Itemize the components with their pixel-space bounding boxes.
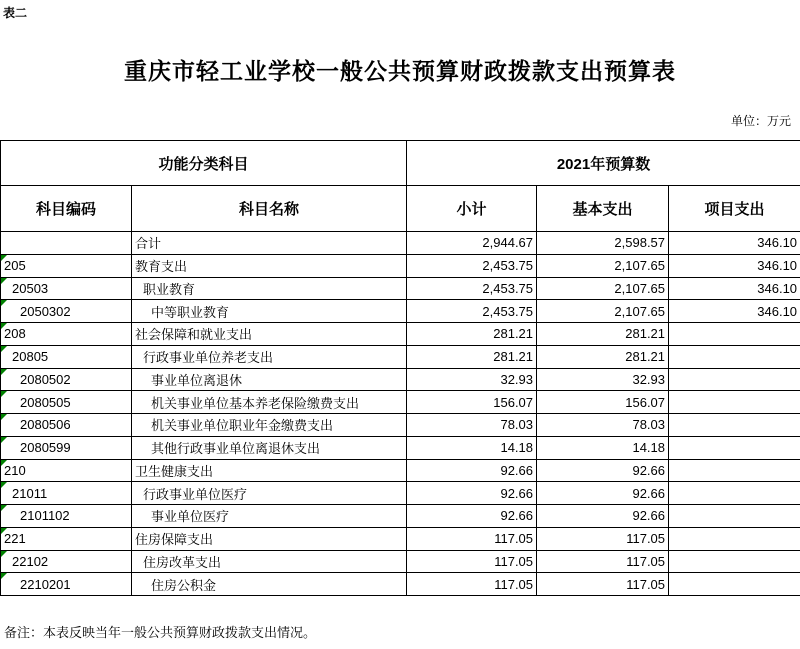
subject-code: 221 (4, 531, 26, 547)
table-row (1, 459, 800, 482)
basic-expenditure-cell: 2,107.65 (537, 277, 669, 300)
header-column-row (1, 186, 800, 232)
basic-expenditure-cell: 78.03 (537, 414, 669, 437)
column-header-subject-name: 科目名称 (132, 186, 407, 232)
error-flag-triangle-icon (1, 323, 7, 329)
subject-code-cell (1, 277, 132, 300)
basic-expenditure-cell: 117.05 (537, 550, 669, 573)
subject-name-cell (132, 482, 407, 505)
basic-expenditure-cell: 32.93 (537, 368, 669, 391)
header-functional-classification: 功能分类科目 (1, 141, 407, 186)
subject-name-cell (132, 573, 407, 596)
subject-name: 机关事业单位基本养老保险缴费支出 (151, 395, 360, 411)
table-row (1, 323, 800, 346)
error-flag-triangle-icon (1, 551, 7, 557)
error-flag-triangle-icon (1, 528, 7, 534)
subtotal-cell: 2,453.75 (407, 254, 537, 277)
subject-name: 其他行政事业单位离退休支出 (151, 441, 321, 457)
subject-code-cell (1, 323, 132, 346)
basic-expenditure-cell: 92.66 (537, 505, 669, 528)
project-expenditure-cell (669, 550, 800, 573)
subject-code: 2080505 (20, 394, 71, 410)
budget-table-body (1, 232, 800, 596)
project-expenditure-cell: 346.10 (669, 232, 800, 255)
subject-code-cell (1, 482, 132, 505)
project-expenditure-cell (669, 414, 800, 437)
basic-expenditure-cell: 14.18 (537, 436, 669, 459)
subject-name-cell (132, 277, 407, 300)
project-expenditure-cell (669, 436, 800, 459)
project-expenditure-cell (669, 323, 800, 346)
subject-code-cell (1, 345, 132, 368)
error-flag-triangle-icon (1, 255, 7, 261)
error-flag-triangle-icon (1, 573, 7, 579)
subject-name: 社会保障和就业支出 (135, 327, 253, 343)
subject-name: 职业教育 (143, 281, 196, 297)
column-header-basic-expenditure: 基本支出 (537, 186, 669, 232)
table-row (1, 232, 800, 255)
subject-name: 卫生健康支出 (135, 463, 214, 479)
column-header-subtotal: 小计 (407, 186, 537, 232)
error-flag-triangle-icon (1, 300, 7, 306)
subject-name-cell (132, 368, 407, 391)
column-header-subject-code: 科目编码 (1, 186, 132, 232)
project-expenditure-cell (669, 391, 800, 414)
basic-expenditure-cell: 92.66 (537, 459, 669, 482)
table-row (1, 345, 800, 368)
project-expenditure-cell (669, 505, 800, 528)
subject-name: 住房公积金 (151, 577, 217, 593)
subtotal-cell: 14.18 (407, 436, 537, 459)
subject-name: 合计 (135, 236, 162, 252)
corner-label: 表二 (3, 6, 28, 20)
subtotal-cell: 78.03 (407, 414, 537, 437)
project-expenditure-cell: 346.10 (669, 277, 800, 300)
subject-name: 行政事业单位医疗 (143, 486, 248, 502)
subject-name: 行政事业单位养老支出 (143, 350, 274, 366)
subject-name-cell (132, 345, 407, 368)
subject-code: 2080599 (20, 440, 71, 456)
table-row (1, 300, 800, 323)
basic-expenditure-cell: 156.07 (537, 391, 669, 414)
subject-name-cell (132, 414, 407, 437)
table-row (1, 254, 800, 277)
table-row (1, 277, 800, 300)
subject-name-cell (132, 459, 407, 482)
project-expenditure-cell (669, 573, 800, 596)
subject-code-cell (1, 459, 132, 482)
table-row (1, 573, 800, 596)
subtotal-cell: 117.05 (407, 550, 537, 573)
subject-code: 2210201 (20, 576, 71, 592)
page-title: 重庆市轻工业学校一般公共预算财政拨款支出预算表 (124, 58, 676, 84)
subject-code-cell (1, 254, 132, 277)
subject-name: 教育支出 (135, 259, 188, 275)
project-expenditure-cell (669, 368, 800, 391)
subject-code: 205 (4, 258, 26, 274)
table-row (1, 368, 800, 391)
subject-name: 机关事业单位职业年金缴费支出 (151, 418, 334, 434)
subject-name-cell (132, 323, 407, 346)
error-flag-triangle-icon (1, 414, 7, 420)
project-expenditure-cell (669, 459, 800, 482)
subject-name-cell (132, 232, 407, 255)
subject-name-cell (132, 527, 407, 550)
subject-code: 208 (4, 326, 26, 342)
subject-code-cell (1, 527, 132, 550)
project-expenditure-cell (669, 345, 800, 368)
project-expenditure-cell: 346.10 (669, 254, 800, 277)
subject-code-cell (1, 368, 132, 391)
error-flag-triangle-icon (1, 391, 7, 397)
basic-expenditure-cell: 2,598.57 (537, 232, 669, 255)
basic-expenditure-cell: 281.21 (537, 345, 669, 368)
table-row (1, 527, 800, 550)
basic-expenditure-cell: 2,107.65 (537, 300, 669, 323)
error-flag-triangle-icon (1, 369, 7, 375)
subject-name: 事业单位离退休 (151, 372, 243, 388)
basic-expenditure-cell: 117.05 (537, 573, 669, 596)
basic-expenditure-cell: 2,107.65 (537, 254, 669, 277)
subject-code-cell (1, 391, 132, 414)
subject-code: 21011 (12, 485, 48, 501)
basic-expenditure-cell: 281.21 (537, 323, 669, 346)
subject-name: 住房保障支出 (135, 532, 214, 548)
budget-table (0, 140, 800, 596)
subject-code: 20503 (12, 280, 49, 296)
subject-code: 20805 (12, 349, 49, 365)
error-flag-triangle-icon (1, 278, 7, 284)
subject-code: 210 (4, 462, 26, 478)
subject-name: 事业单位医疗 (151, 509, 230, 525)
subject-name-cell (132, 391, 407, 414)
project-expenditure-cell (669, 482, 800, 505)
subtotal-cell: 117.05 (407, 573, 537, 596)
subject-name-cell (132, 300, 407, 323)
subject-name: 住房改革支出 (143, 554, 222, 570)
subtotal-cell: 92.66 (407, 459, 537, 482)
table-row (1, 436, 800, 459)
subject-code: 2101102 (20, 508, 70, 524)
project-expenditure-cell (669, 527, 800, 550)
error-flag-triangle-icon (1, 437, 7, 443)
subtotal-cell: 92.66 (407, 482, 537, 505)
subject-name-cell (132, 550, 407, 573)
subtotal-cell: 2,453.75 (407, 300, 537, 323)
subject-code-cell (1, 300, 132, 323)
subject-name-cell (132, 505, 407, 528)
header-group-row (1, 141, 800, 186)
basic-expenditure-cell: 92.66 (537, 482, 669, 505)
error-flag-triangle-icon (1, 460, 7, 466)
subtotal-cell: 32.93 (407, 368, 537, 391)
table-row (1, 414, 800, 437)
unit-label: 单位：万元 (730, 114, 791, 128)
table-row (1, 391, 800, 414)
subtotal-cell: 2,944.67 (407, 232, 537, 255)
error-flag-triangle-icon (1, 346, 7, 352)
subtotal-cell: 281.21 (407, 323, 537, 346)
subject-code-cell (1, 573, 132, 596)
table-row (1, 482, 800, 505)
subject-code-cell (1, 436, 132, 459)
subject-name: 中等职业教育 (151, 304, 230, 320)
subtotal-cell: 117.05 (407, 527, 537, 550)
subtotal-cell: 2,453.75 (407, 277, 537, 300)
subject-code: 2080502 (20, 371, 71, 387)
subtotal-cell: 281.21 (407, 345, 537, 368)
subject-name-cell (132, 254, 407, 277)
subject-code: 2050302 (20, 303, 71, 319)
table-row (1, 550, 800, 573)
subtotal-cell: 156.07 (407, 391, 537, 414)
column-header-project-expenditure: 项目支出 (669, 186, 800, 232)
subject-code-cell (1, 232, 132, 255)
subject-code-cell (1, 550, 132, 573)
subject-code-cell (1, 414, 132, 437)
subject-code-cell (1, 505, 132, 528)
footnote: 备注：本表反映当年一般公共预算财政拨款支出情况。 (4, 625, 317, 640)
header-budget-2021: 2021年预算数 (407, 141, 800, 186)
error-flag-triangle-icon (1, 482, 7, 488)
subject-name-cell (132, 436, 407, 459)
error-flag-triangle-icon (1, 505, 7, 511)
project-expenditure-cell: 346.10 (669, 300, 800, 323)
subject-code: 22102 (12, 553, 49, 569)
subject-code: 2080506 (20, 417, 71, 433)
table-row (1, 505, 800, 528)
basic-expenditure-cell: 117.05 (537, 527, 669, 550)
subtotal-cell: 92.66 (407, 505, 537, 528)
